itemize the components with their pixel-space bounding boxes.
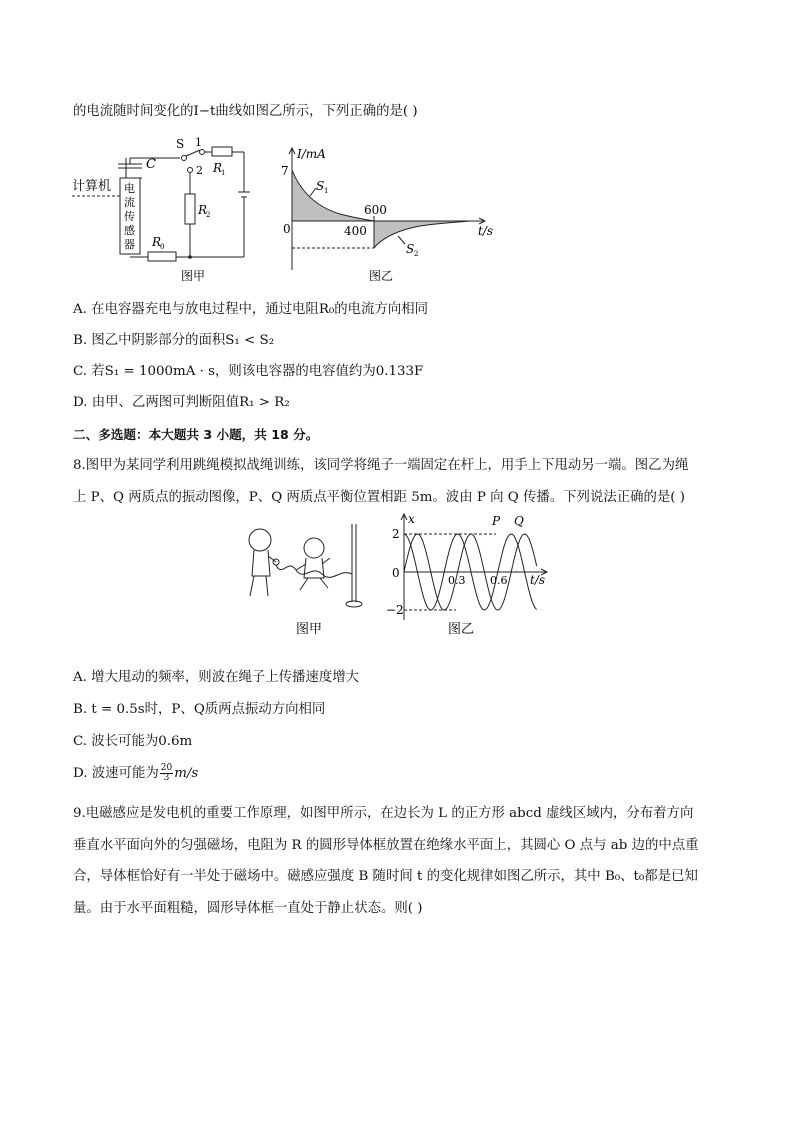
- switch-label: S: [176, 137, 185, 151]
- q9-stem-line4: 量。由于水平面粗糙，圆形导体框一直处于静止状态。则( ): [73, 901, 423, 916]
- fig2-caption: 图乙: [369, 269, 394, 283]
- ylabel: I/mA: [297, 147, 326, 161]
- r1-sub: 1: [221, 169, 226, 177]
- s2-label: S: [406, 242, 415, 256]
- svg-text:流: 流: [124, 196, 135, 209]
- tick-400: 400: [344, 224, 367, 238]
- q7-stem: 的电流随时间变化的I−t曲线如图乙所示，下列正确的是( ): [73, 104, 418, 119]
- q7-option-c: C. 若S₁ = 1000mA · s，则该电容器的电容值约为0.133F: [73, 364, 424, 379]
- q8-option-a: A. 增大甩动的频率，则波在绳子上传播速度增大: [73, 670, 359, 685]
- s1-label: S: [316, 179, 325, 193]
- q8-option-b: B. t = 0.5s时，P、Q质两点振动方向相同: [73, 702, 326, 717]
- r0-sub: 0: [160, 243, 165, 251]
- q7-option-d: D. 由甲、乙两图可判断阻值R₁ > R₂: [73, 395, 290, 410]
- capacitor-label: C: [146, 157, 156, 172]
- xlabel: t/s: [478, 224, 494, 238]
- switch-pos1-label: 1: [195, 136, 202, 149]
- r2-label: R: [198, 203, 208, 217]
- q8-rope-cartoon: [240, 518, 375, 638]
- r2-sub: 2: [206, 211, 211, 219]
- q8-stem-line2: 上 P、Q 两质点的振动图像，P、Q 两质点平衡位置相距 5m。波由 P 向 Q 传播。下列说法正确的是( ): [73, 490, 685, 505]
- q8-option-d: D. 波速可能为 $\frac{20}{3}$ m/s: [73, 763, 199, 783]
- r0-label: R: [152, 235, 162, 249]
- tick-600: 600: [364, 203, 387, 217]
- svg-text:传: 传: [124, 210, 135, 223]
- q8-tick-m2: −2: [386, 603, 404, 617]
- q7-current-graph: [280, 140, 500, 285]
- q8-vibration-graph: [372, 508, 562, 638]
- q8-xlabel: t/s: [530, 573, 546, 587]
- q9-stem-line2: 垂直水平面向外的匀强磁场，电阻为 R 的圆形导体框放置在绝缘水平面上，其圆心 O 点与 ab 边的中点重: [73, 838, 699, 853]
- q8-option-c: C. 波长可能为0.6m: [73, 734, 193, 749]
- q8-fig1-caption: 图甲: [296, 622, 323, 637]
- tick-0: 0: [283, 222, 291, 236]
- q8-tick-06: 0.6: [490, 574, 508, 587]
- q9-stem-line1: 9.电磁感应是发电机的重要工作原理，如图甲所示，在边长为 L 的正方形 abcd 虚线区域内，分布着方向: [73, 806, 694, 821]
- svg-text:感: 感: [124, 224, 135, 237]
- q8-tick-2: 2: [392, 527, 400, 541]
- fig1-caption: 图甲: [181, 269, 206, 283]
- sensor-label: [124, 181, 135, 251]
- r1-label: R: [213, 161, 223, 175]
- tick-7: 7: [281, 164, 289, 178]
- q9-stem-line3: 合，导体框恰好有一半处于磁场中。磁感应强度 B 随时间 t 的变化规律如图乙所示，其中 B₀、t₀都是已知: [73, 869, 698, 884]
- q8-fig2-caption: 图乙: [448, 622, 475, 637]
- s1-sub: 1: [324, 187, 329, 195]
- svg-text:电: 电: [124, 182, 135, 195]
- q8-label-p: P: [492, 514, 501, 528]
- q8-stem-line1: 8.图甲为某同学利用跳绳模拟战绳训练，该同学将绳子一端固定在杆上，用手上下甩动另一端。图乙为绳: [73, 458, 689, 473]
- q7-option-b: B. 图乙中阴影部分的面积S₁ < S₂: [73, 333, 275, 348]
- q7-option-a: A. 在电容器充电与放电过程中，通过电阻R₀的电流方向相同: [73, 302, 429, 317]
- q8-tick-0: 0: [392, 566, 400, 580]
- q8-ylabel: x: [408, 512, 415, 526]
- svg-text:器: 器: [124, 238, 135, 251]
- section-heading: 二、多选题：本大题共 3 小题，共 18 分。: [73, 427, 319, 442]
- q7-circuit-diagram: [68, 132, 258, 284]
- q8-label-q: Q: [514, 514, 524, 528]
- computer-label: 计算机: [72, 179, 112, 194]
- switch-pos2-label: 2: [196, 164, 203, 177]
- s2-sub: 2: [414, 250, 419, 258]
- q8-tick-03: 0.3: [448, 574, 466, 587]
